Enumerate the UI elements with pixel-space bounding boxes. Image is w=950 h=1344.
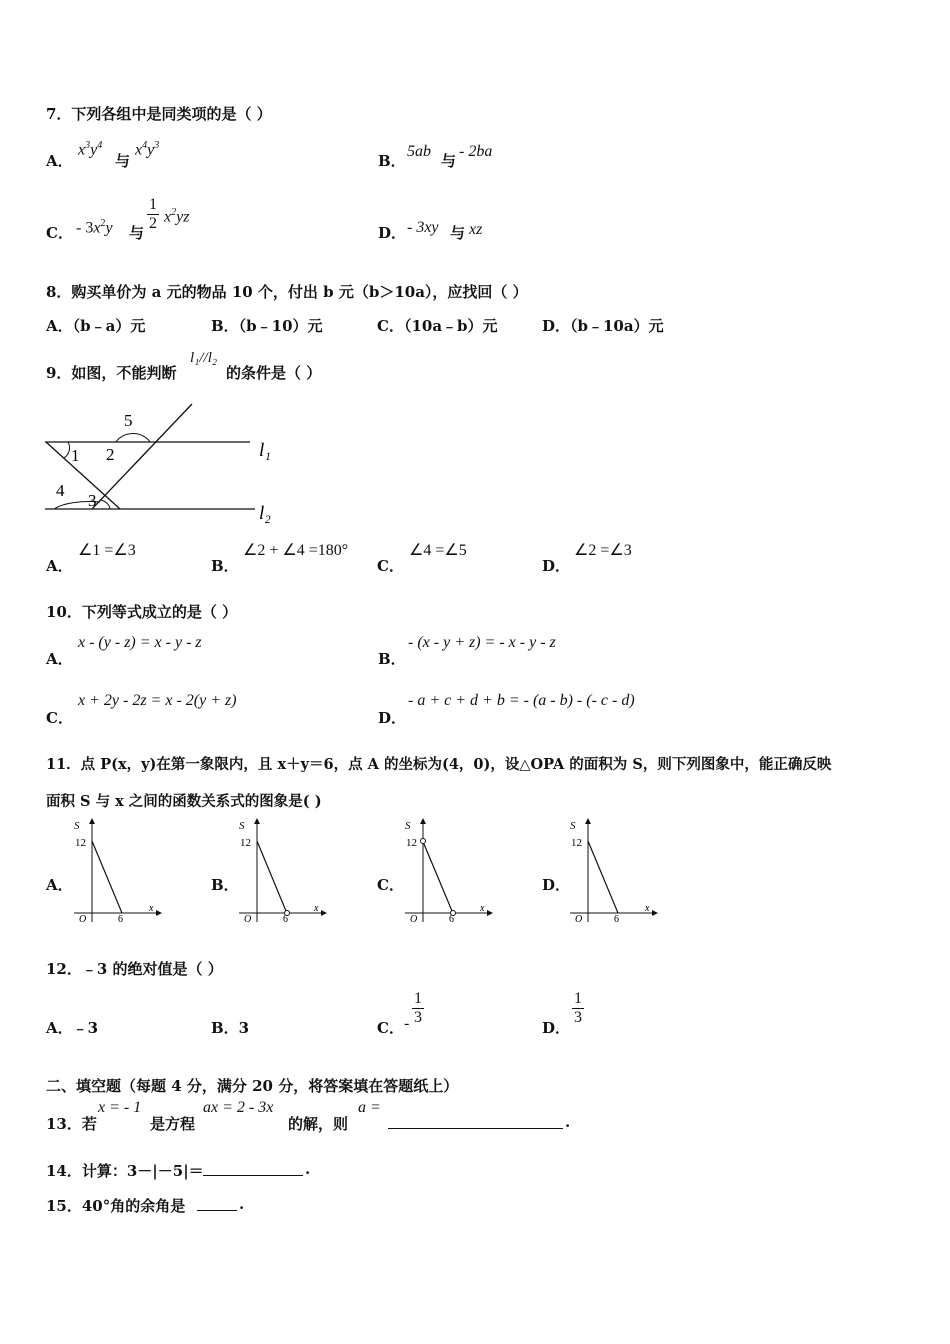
svg-text:O: O: [575, 914, 583, 925]
q7-option-c-frac-den: 2: [149, 215, 157, 232]
q13-math1: x = - 1: [98, 1099, 142, 1116]
svg-text:12: 12: [406, 837, 417, 849]
q9-option-d-label: D．: [542, 557, 571, 575]
q7-option-b-label: B．: [378, 152, 406, 170]
q10-option-b-expr: - (x - y + z) = - x - y - z: [408, 634, 556, 651]
svg-text:6: 6: [118, 914, 123, 925]
svg-text:O: O: [244, 914, 252, 925]
q7-option-c-expr2: $x^2yz$: [164, 207, 190, 226]
svg-text:x: x: [149, 903, 154, 914]
q9-label-l2: l₂: [259, 503, 271, 524]
svg-text:x: x: [314, 903, 319, 914]
q10-option-c-label: C．: [46, 709, 73, 727]
q7-option-c-fraction: [147, 196, 159, 233]
q12-option-c-label: C．: [377, 1019, 404, 1037]
q12-title: 12．﹣3 的绝对值是（ ）: [46, 960, 223, 978]
q9-option-c-label: C．: [377, 557, 404, 575]
q9-angle-3: 3: [88, 491, 97, 510]
q9-title-pre: 9．如图，不能判断: [46, 364, 177, 382]
q12-option-d-label: D．: [542, 1019, 571, 1037]
q13-answer-blank[interactable]: [388, 1112, 563, 1129]
q11-line2: 面积 S 与 x 之间的函数关系式的图象是( ): [46, 793, 322, 810]
q14-pre: 14．计算：3－|－5|＝: [46, 1162, 204, 1180]
q13-post: 的解，则: [288, 1115, 349, 1133]
q9-title-math: l₁//l₂: [190, 350, 218, 366]
q7-option-a-and: 与: [115, 152, 131, 170]
q11-option-a-label: A．: [46, 876, 73, 894]
q12-option-b: B．3: [211, 1019, 250, 1037]
q7-option-b-expr2: - 2ba: [459, 143, 493, 160]
q7-option-d-and: 与: [450, 224, 466, 242]
q11-graph-c: [403, 816, 493, 926]
q8-option-c: C．（10a﹣b）元: [377, 317, 498, 335]
q9-option-b-expr: ∠2 + ∠4 =180°: [243, 542, 349, 559]
q11-line1: 11．点 P(x，y)在第一象限内，且 x＋y＝6，点 A 的坐标为(4，0)，设△OPA 的面积为 S，则下列图象中，能正确反映: [46, 756, 832, 773]
q8-option-b: B．（b﹣10）元: [211, 317, 323, 335]
q13-pre: 13．若: [46, 1115, 97, 1133]
q9-figure: [40, 398, 290, 526]
q12-option-d-den: 3: [574, 1009, 582, 1026]
q10-option-a-expr: x - (y - z) = x - y - z: [78, 634, 202, 651]
q7-option-d-label: D．: [378, 224, 407, 242]
q8-option-a: A．（b﹣a）元: [46, 317, 146, 335]
q12-option-c-fraction: [412, 990, 424, 1027]
svg-text:O: O: [410, 914, 418, 925]
svg-text:x: x: [480, 903, 485, 914]
q9-angle-4: 4: [56, 481, 65, 500]
svg-text:S: S: [74, 820, 80, 832]
q13-math3: a =: [358, 1099, 381, 1116]
q8-option-d: D．（b﹣10a）元: [542, 317, 664, 335]
q7-option-b-expr1: 5ab: [407, 143, 431, 160]
q10-option-b-label: B．: [378, 650, 406, 668]
q10-title: 10．下列等式成立的是（ ）: [46, 603, 238, 621]
q7-option-c-label: C．: [46, 224, 73, 242]
q7-option-d-expr1: - 3xy: [407, 219, 439, 236]
svg-text:O: O: [79, 914, 87, 925]
q9-angle-2: 2: [106, 445, 115, 464]
q12-option-d-fraction: [572, 990, 584, 1027]
section2-title: 二、填空题（每题 4 分，满分 20 分，将答案填在答题纸上）: [46, 1077, 459, 1095]
svg-text:12: 12: [240, 837, 251, 849]
q9-option-d-expr: ∠2 =∠3: [574, 542, 632, 559]
q7-option-b-and: 与: [441, 152, 457, 170]
q13-mid: 是方程: [150, 1115, 196, 1133]
q7-option-a-expr1: $x^3y^4$: [78, 140, 103, 159]
svg-text:12: 12: [571, 837, 582, 849]
q12-option-c-num: 1: [414, 990, 422, 1007]
q9-arc-5: [116, 433, 150, 442]
svg-text:S: S: [239, 820, 245, 832]
svg-text:S: S: [570, 820, 576, 832]
q9-angle-1: 1: [71, 446, 80, 465]
q10-option-a-label: A．: [46, 650, 73, 668]
q9-arc-1: [64, 442, 70, 458]
q10-option-d-expr: - a + c + d + b = - (a - b) - (- c - d): [408, 692, 635, 709]
svg-text:6: 6: [614, 914, 619, 925]
q15-pre: 15．40°角的余角是: [46, 1197, 186, 1215]
q7-option-a-label: A．: [46, 152, 73, 170]
q10-option-d-label: D．: [378, 709, 407, 727]
q9-option-c-expr: ∠4 =∠5: [409, 542, 467, 559]
q9-option-b-label: B．: [211, 557, 239, 575]
q7-option-c-frac-num: 1: [149, 196, 157, 213]
q15-end: .: [239, 1195, 245, 1213]
q9-option-a-expr: ∠1 =∠3: [78, 542, 136, 559]
q11-graph-a: [72, 816, 162, 926]
q14-end: .: [305, 1160, 311, 1178]
q12-option-c-den: 3: [414, 1009, 422, 1026]
q9-label-l1: l₁: [259, 440, 271, 461]
q12-option-c-sign: -: [404, 1015, 410, 1032]
q9-angle-5: 5: [124, 411, 133, 430]
q7-option-a-expr2: $x^4y^3$: [135, 140, 160, 159]
q11-option-c-label: C．: [377, 876, 404, 894]
q14-answer-blank[interactable]: [203, 1159, 303, 1176]
q11-option-b-label: B．: [211, 876, 239, 894]
q7-option-d-expr2: xz: [469, 221, 483, 238]
svg-text:S: S: [405, 820, 411, 832]
svg-text:6: 6: [283, 914, 288, 925]
q7-title: 7．下列各组中是同类项的是（ ）: [46, 105, 272, 123]
q11-graph-d: [568, 816, 658, 926]
q8-title: 8．购买单价为 a 元的物品 10 个，付出 b 元（b＞10a），应找回（ ）: [46, 283, 528, 301]
q9-arc-3: [100, 500, 110, 509]
q7-option-c-expr1: - $3x^2y$: [76, 218, 113, 237]
q15-answer-blank[interactable]: [197, 1194, 237, 1211]
q12-option-d-num: 1: [574, 990, 582, 1007]
q13-math2: ax = 2 - 3x: [203, 1099, 274, 1116]
q7-option-c-and: 与: [129, 224, 145, 242]
q11-graph-b: [237, 816, 327, 926]
svg-text:6: 6: [449, 914, 454, 925]
q11-option-d-label: D．: [542, 876, 571, 894]
svg-text:x: x: [645, 903, 650, 914]
q13-end: .: [565, 1113, 571, 1131]
q12-option-a: A．﹣3: [46, 1019, 99, 1037]
svg-text:12: 12: [75, 837, 86, 849]
q10-option-c-expr: x + 2y - 2z = x - 2(y + z): [78, 692, 237, 709]
q9-option-a-label: A．: [46, 557, 73, 575]
q9-title-post: 的条件是（ ）: [226, 364, 322, 382]
